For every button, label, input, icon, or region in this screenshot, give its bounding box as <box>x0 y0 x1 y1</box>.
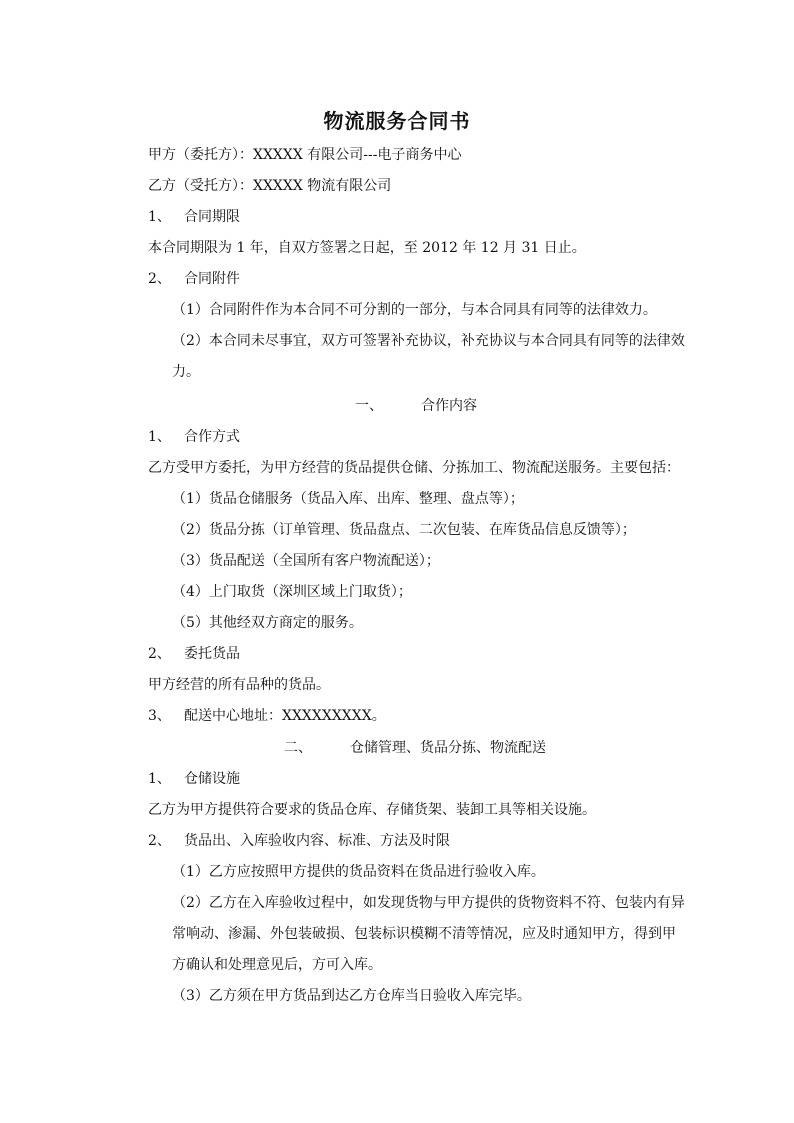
service-item: （5）其他经双方商定的服务。 <box>172 615 363 631</box>
clause-title: 合作方式 <box>184 429 240 445</box>
clause-number: 2、 <box>148 833 171 849</box>
service-item: （2）货品分拣（订单管理、货品盘点、二次包装、在库货品信息反馈等）； <box>172 522 636 538</box>
part-number: 二、 <box>284 740 312 756</box>
attachment-item-1: （1）合同附件作为本合同不可分割的一部分，与本合同具有同等的法律效力。 <box>172 302 657 318</box>
party-b-line: 乙方（受托方）：XXXXX 物流有限公司 <box>148 178 392 194</box>
party-a-line: 甲方（委托方）：XXXXX 有限公司---电子商务中心 <box>148 147 462 163</box>
clause-title: 合同附件 <box>184 271 240 287</box>
clause-heading-address <box>148 706 386 726</box>
clause-title: 合同期限 <box>184 209 240 225</box>
service-item: （3）货品配送（全国所有客户物流配送）； <box>172 553 440 569</box>
term-paragraph: 本合同期限为 1 年，自双方签署之日起，至 2012 年 12 月 31 日止。 <box>148 240 586 256</box>
clause-title: 委托货品 <box>184 646 240 662</box>
clause-number: 2、 <box>148 271 171 287</box>
attachment-item-2: （2）本合同未尽事宜，双方可签署补充协议，补充协议与本合同具有同等的法律效 <box>172 333 685 349</box>
clause-heading-inspection <box>148 831 450 851</box>
part-title: 仓储管理、货品分拣、物流配送 <box>350 740 546 756</box>
inspection-item-2-cont: 常响动、渗漏、外包装破损、包装标识模糊不清等情况，应及时通知甲方，得到甲 <box>172 926 676 942</box>
mode-paragraph: 乙方受甲方委托，为甲方经营的货品提供仓储、分拣加工、物流配送服务。主要包括： <box>148 460 680 476</box>
clause-number: 1、 <box>148 771 171 787</box>
clause-title: 配送中心地址：XXXXXXXXX。 <box>184 708 386 724</box>
clause-heading-mode <box>148 427 240 447</box>
clause-number: 2、 <box>148 646 171 662</box>
clause-number: 1、 <box>148 429 171 445</box>
clause-heading-goods <box>148 644 240 664</box>
clause-heading-facilities <box>148 769 240 789</box>
service-item: （1）货品仓储服务（货品入库、出库、整理、盘点等）； <box>172 491 524 507</box>
part-title: 合作内容 <box>421 398 477 414</box>
part-heading-cooperation <box>355 396 477 416</box>
goods-paragraph: 甲方经营的所有品种的货品。 <box>148 677 330 693</box>
clause-title: 货品出、入库验收内容、标准、方法及时限 <box>184 833 450 849</box>
document-title: 物流服务合同书 <box>323 109 471 133</box>
inspection-item-1: （1）乙方应按照甲方提供的货品资料在货品进行验收入库。 <box>172 864 545 880</box>
clause-number: 3、 <box>148 708 171 724</box>
inspection-item-3: （3）乙方须在甲方货品到达乙方仓库当日验收入库完毕。 <box>172 988 531 1004</box>
part-heading-warehousing <box>284 738 546 758</box>
clause-heading-term <box>148 207 240 227</box>
service-item: （4）上门取货（深圳区域上门取货）； <box>172 584 412 600</box>
clause-heading-attachments <box>148 269 240 289</box>
part-number: 一、 <box>355 398 383 414</box>
inspection-item-2: （2）乙方在入库验收过程中，如发现货物与甲方提供的货物资料不符、包装内有异 <box>172 895 685 911</box>
attachment-item-2-cont: 力。 <box>172 364 200 380</box>
clause-number: 1、 <box>148 209 171 225</box>
inspection-item-2-cont: 方确认和处理意见后，方可入库。 <box>172 957 382 973</box>
facilities-paragraph: 乙方为甲方提供符合要求的货品仓库、存储货架、装卸工具等相关设施。 <box>148 802 596 818</box>
clause-title: 仓储设施 <box>184 771 240 787</box>
